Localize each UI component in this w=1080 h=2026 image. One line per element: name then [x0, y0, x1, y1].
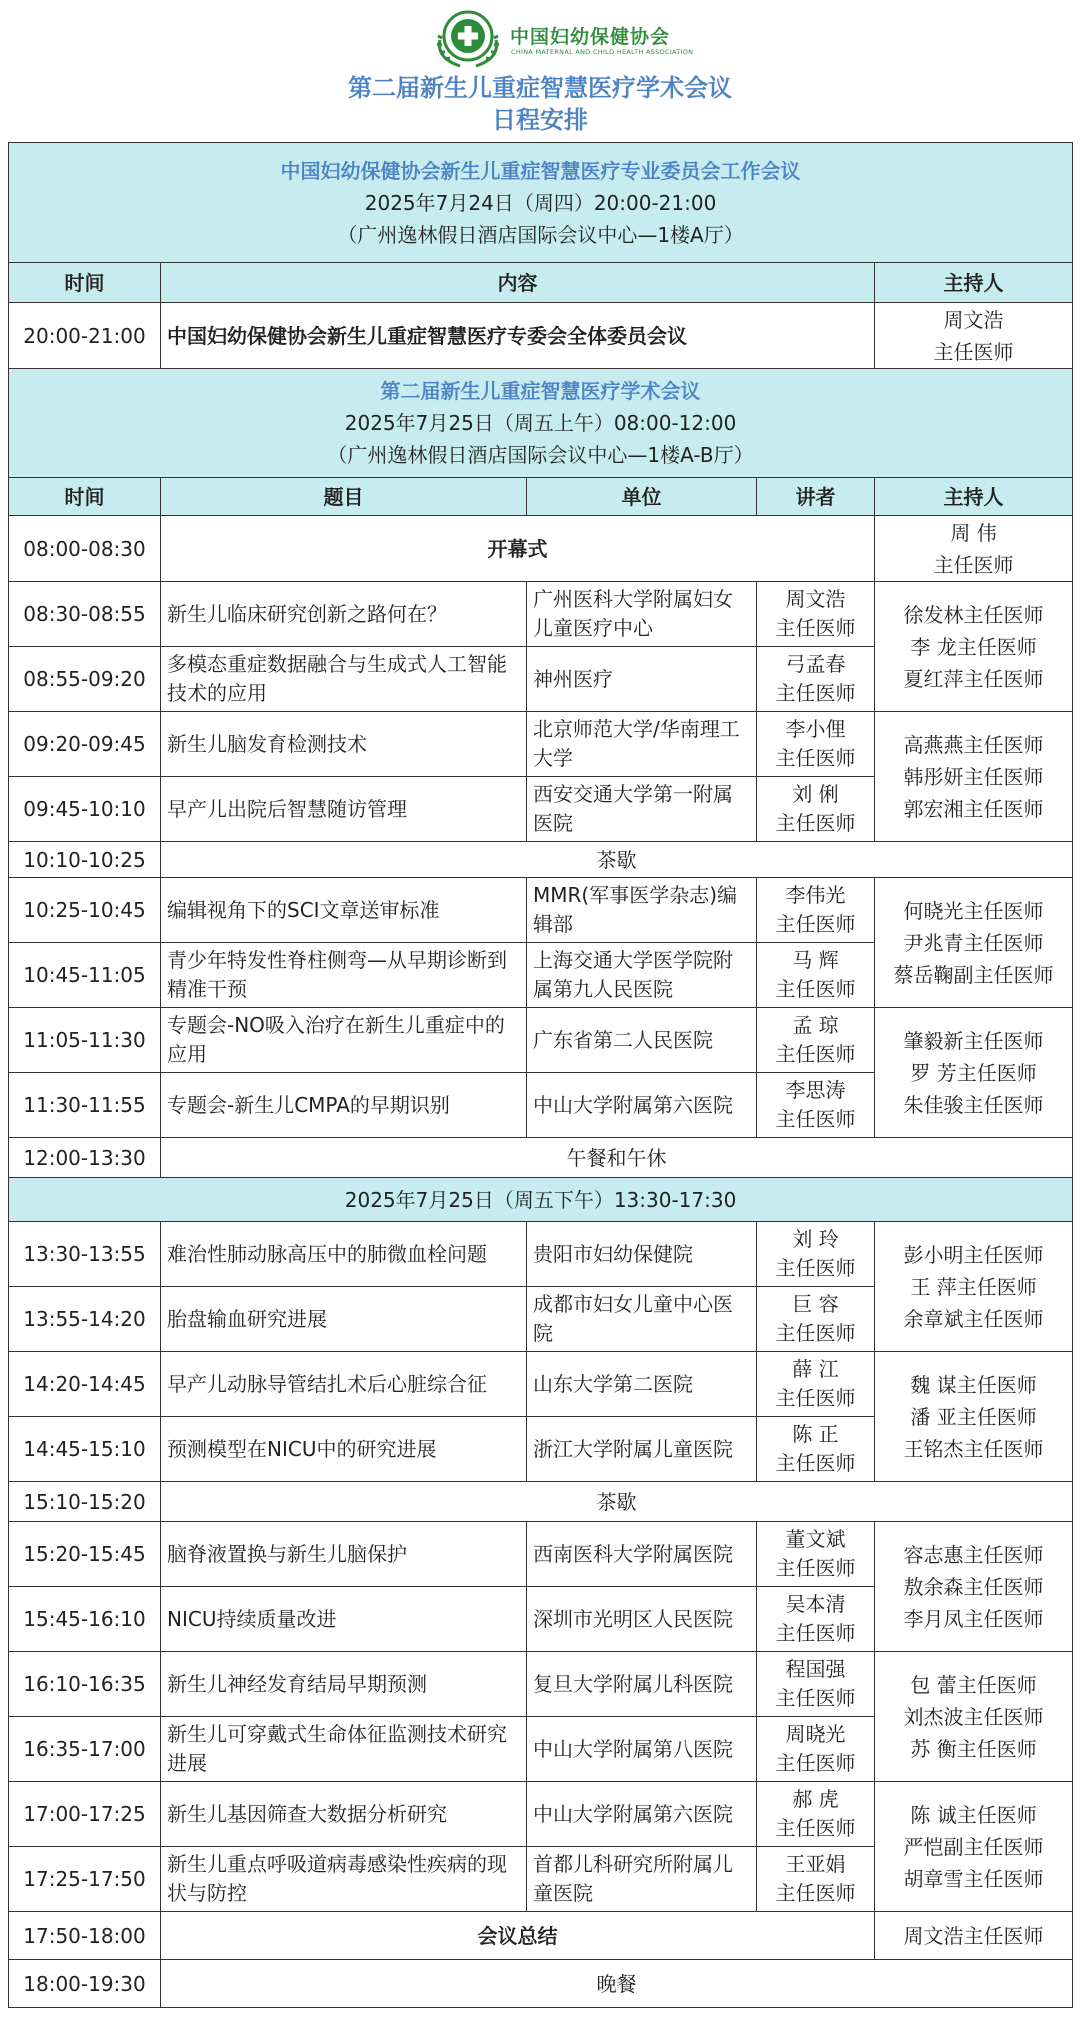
table-row [9, 516, 1073, 582]
row-topic: 难治性肺动脉高压中的肺微血栓问题 [161, 1222, 527, 1287]
summary-label: 会议总结 [161, 1912, 875, 1960]
col-header-unit: 单位 [527, 478, 757, 516]
row-topic: 编辑视角下的SCI文章送审标准 [161, 878, 527, 943]
section-header [9, 369, 1073, 478]
row-unit: 山东大学第二医院 [527, 1352, 757, 1417]
col-header-topic: 题目 [161, 478, 527, 516]
opening-label: 开幕式 [161, 516, 875, 582]
table-row [9, 878, 1073, 943]
row-hosts: 包 蕾主任医师 刘杰波主任医师 苏 衡主任医师 [875, 1652, 1073, 1782]
page-title: 第二届新生儿重症智慧医疗学术会议 [348, 74, 732, 102]
break-label: 茶歇 [161, 1482, 1073, 1522]
row-unit: 广州医科大学附属妇女儿童医疗中心 [527, 582, 757, 647]
row-speaker: 郝 虎 主任医师 [757, 1782, 875, 1847]
row-topic: 新生儿脑发育检测技术 [161, 712, 527, 777]
org-name-english: CHINA MATERNAL AND CHILD HEALTH ASSOCIATION [511, 48, 694, 56]
table-row [9, 1782, 1073, 1847]
row-time: 17:50-18:00 [9, 1912, 161, 1960]
row-time: 17:00-17:25 [9, 1782, 161, 1847]
row-unit: 深圳市光明区人民医院 [527, 1587, 757, 1652]
row-topic: 新生儿重点呼吸道病毒感染性疾病的现状与防控 [161, 1847, 527, 1912]
row-time: 16:35-17:00 [9, 1717, 161, 1782]
row-unit: 浙江大学附属儿童医院 [527, 1417, 757, 1482]
table-header-row [9, 478, 1073, 516]
table-row [9, 842, 1073, 878]
org-name: 中国妇幼保健协会 [510, 26, 671, 48]
section-date: 2025年7月25日（周五上午）08:00-12:00 [344, 411, 737, 435]
row-hosts: 彭小明主任医师 王 萍主任医师 余章斌主任医师 [875, 1222, 1073, 1352]
row-unit: 神州医疗 [527, 647, 757, 712]
row-time: 11:05-11:30 [9, 1008, 161, 1073]
row-hosts: 何晓光主任医师 尹兆青主任医师 蔡岳鞠副主任医师 [875, 878, 1073, 1008]
table-row [9, 1960, 1073, 2008]
row-host: 周文浩主任医师 [875, 1912, 1073, 1960]
row-unit: 西安交通大学第一附属医院 [527, 777, 757, 842]
table-row [9, 1352, 1073, 1417]
row-unit: 北京师范大学/华南理工大学 [527, 712, 757, 777]
row-unit: 首都儿科研究所附属儿童医院 [527, 1847, 757, 1912]
schedule-table [8, 142, 1073, 2008]
row-speaker: 弓孟春 主任医师 [757, 647, 875, 712]
row-time: 18:00-19:30 [9, 1960, 161, 2008]
row-topic: 胎盘输血研究进展 [161, 1287, 527, 1352]
row-time: 09:20-09:45 [9, 712, 161, 777]
row-topic: 脑脊液置换与新生儿脑保护 [161, 1522, 527, 1587]
row-time: 10:45-11:05 [9, 943, 161, 1008]
break-label: 午餐和午休 [161, 1138, 1073, 1178]
table-header-row [9, 263, 1073, 303]
row-unit: 中山大学附属第六医院 [527, 1782, 757, 1847]
row-time: 15:45-16:10 [9, 1587, 161, 1652]
row-time: 12:00-13:30 [9, 1138, 161, 1178]
break-label: 晚餐 [161, 1960, 1073, 2008]
table-row [9, 303, 1073, 369]
row-topic: 新生儿基因筛查大数据分析研究 [161, 1782, 527, 1847]
row-topic: 多模态重症数据融合与生成式人工智能技术的应用 [161, 647, 527, 712]
section-header-row [9, 1178, 1073, 1222]
row-time: 20:00-21:00 [9, 303, 161, 369]
row-time: 13:55-14:20 [9, 1287, 161, 1352]
row-topic: 早产儿出院后智慧随访管理 [161, 777, 527, 842]
col-header-time: 时间 [9, 478, 161, 516]
row-unit: MMR(军事医学杂志)编辑部 [527, 878, 757, 943]
table-row [9, 1138, 1073, 1178]
row-unit: 复旦大学附属儿科医院 [527, 1652, 757, 1717]
section-header-row [9, 369, 1073, 478]
table-row [9, 1652, 1073, 1717]
row-unit: 成都市妇女儿童中心医院 [527, 1287, 757, 1352]
header [0, 0, 1080, 140]
row-topic: 早产儿动脉导管结扎术后心脏综合征 [161, 1352, 527, 1417]
row-speaker: 李小俚 主任医师 [757, 712, 875, 777]
row-content: 中国妇幼保健协会新生儿重症智慧医疗专委会全体委员会议 [161, 303, 875, 369]
col-header-content: 内容 [161, 263, 875, 303]
association-logo-icon [430, 6, 506, 70]
table-row [9, 1008, 1073, 1073]
row-speaker: 马 辉 主任医师 [757, 943, 875, 1008]
row-speaker: 吴本清 主任医师 [757, 1587, 875, 1652]
row-time: 08:55-09:20 [9, 647, 161, 712]
section-title: 第二届新生儿重症智慧医疗学术会议 [380, 379, 701, 403]
section-venue: （广州逸林假日酒店国际会议中心—1楼A-B厅） [327, 443, 754, 467]
table-row [9, 1222, 1073, 1287]
row-hosts: 肇毅新主任医师 罗 芳主任医师 朱佳骏主任医师 [875, 1008, 1073, 1138]
section-date: 2025年7月24日（周四）20:00-21:00 [364, 190, 717, 215]
row-topic: 青少年特发性脊柱侧弯—从早期诊断到精准干预 [161, 943, 527, 1008]
row-speaker: 刘 俐 主任医师 [757, 777, 875, 842]
row-time: 13:30-13:55 [9, 1222, 161, 1287]
row-speaker: 陈 正 主任医师 [757, 1417, 875, 1482]
row-time: 15:20-15:45 [9, 1522, 161, 1587]
row-time: 09:45-10:10 [9, 777, 161, 842]
table-row [9, 582, 1073, 647]
row-speaker: 李伟光 主任医师 [757, 878, 875, 943]
row-host: 周文浩 主任医师 [875, 303, 1073, 369]
row-topic: NICU持续质量改进 [161, 1587, 527, 1652]
row-host: 周 伟 主任医师 [875, 516, 1073, 582]
row-hosts: 陈 诚主任医师 严恺副主任医师 胡章雪主任医师 [875, 1782, 1073, 1912]
row-hosts: 高燕燕主任医师 韩彤妍主任医师 郭宏湘主任医师 [875, 712, 1073, 842]
row-unit: 贵阳市妇幼保健院 [527, 1222, 757, 1287]
row-time: 16:10-16:35 [9, 1652, 161, 1717]
table-row [9, 1522, 1073, 1587]
row-speaker: 巨 容 主任医师 [757, 1287, 875, 1352]
row-time: 14:20-14:45 [9, 1352, 161, 1417]
row-time: 17:25-17:50 [9, 1847, 161, 1912]
table-row [9, 712, 1073, 777]
row-time: 08:30-08:55 [9, 582, 161, 647]
row-topic: 专题会-新生儿CMPA的早期识别 [161, 1073, 527, 1138]
row-speaker: 孟 琼 主任医师 [757, 1008, 875, 1073]
row-topic: 新生儿神经发育结局早期预测 [161, 1652, 527, 1717]
row-hosts: 容志惠主任医师 敖余森主任医师 李月凤主任医师 [875, 1522, 1073, 1652]
row-unit: 中山大学附属第八医院 [527, 1717, 757, 1782]
row-speaker: 王亚娟 主任医师 [757, 1847, 875, 1912]
section-venue: （广州逸林假日酒店国际会议中心—1楼A厅） [337, 222, 744, 247]
row-speaker: 董文斌 主任医师 [757, 1522, 875, 1587]
page-subtitle: 日程安排 [492, 106, 588, 134]
break-label: 茶歇 [161, 842, 1073, 878]
row-speaker: 李思涛 主任医师 [757, 1073, 875, 1138]
row-time: 10:25-10:45 [9, 878, 161, 943]
row-time: 08:00-08:30 [9, 516, 161, 582]
row-topic: 专题会-NO吸入治疗在新生儿重症中的应用 [161, 1008, 527, 1073]
row-speaker: 薛 江 主任医师 [757, 1352, 875, 1417]
col-header-speaker: 讲者 [757, 478, 875, 516]
row-topic: 预测模型在NICU中的研究进展 [161, 1417, 527, 1482]
section-title: 中国妇幼保健协会新生儿重症智慧医疗专业委员会工作会议 [280, 158, 801, 183]
row-unit: 上海交通大学医学院附属第九人民医院 [527, 943, 757, 1008]
table-row [9, 1912, 1073, 1960]
row-time: 11:30-11:55 [9, 1073, 161, 1138]
row-speaker: 程国强 主任医师 [757, 1652, 875, 1717]
table-row [9, 1482, 1073, 1522]
row-time: 14:45-15:10 [9, 1417, 161, 1482]
row-hosts: 魏 谋主任医师 潘 亚主任医师 王铭杰主任医师 [875, 1352, 1073, 1482]
col-header-host: 主持人 [875, 263, 1073, 303]
col-header-host: 主持人 [875, 478, 1073, 516]
row-unit: 广东省第二人民医院 [527, 1008, 757, 1073]
row-topic: 新生儿临床研究创新之路何在？ [161, 582, 527, 647]
row-time: 10:10-10:25 [9, 842, 161, 878]
row-speaker: 周晓光 主任医师 [757, 1717, 875, 1782]
row-unit: 西南医科大学附属医院 [527, 1522, 757, 1587]
row-speaker: 刘 玲 主任医师 [757, 1222, 875, 1287]
section-header-row [9, 143, 1073, 263]
row-topic: 新生儿可穿戴式生命体征监测技术研究进展 [161, 1717, 527, 1782]
row-time: 15:10-15:20 [9, 1482, 161, 1522]
row-speaker: 周文浩 主任医师 [757, 582, 875, 647]
col-header-time: 时间 [9, 263, 161, 303]
row-hosts: 徐发林主任医师 李 龙主任医师 夏红萍主任医师 [875, 582, 1073, 712]
section-date: 2025年7月25日（周五下午）13:30-17:30 [9, 1178, 1073, 1222]
section-header [9, 143, 1073, 263]
row-unit: 中山大学附属第六医院 [527, 1073, 757, 1138]
